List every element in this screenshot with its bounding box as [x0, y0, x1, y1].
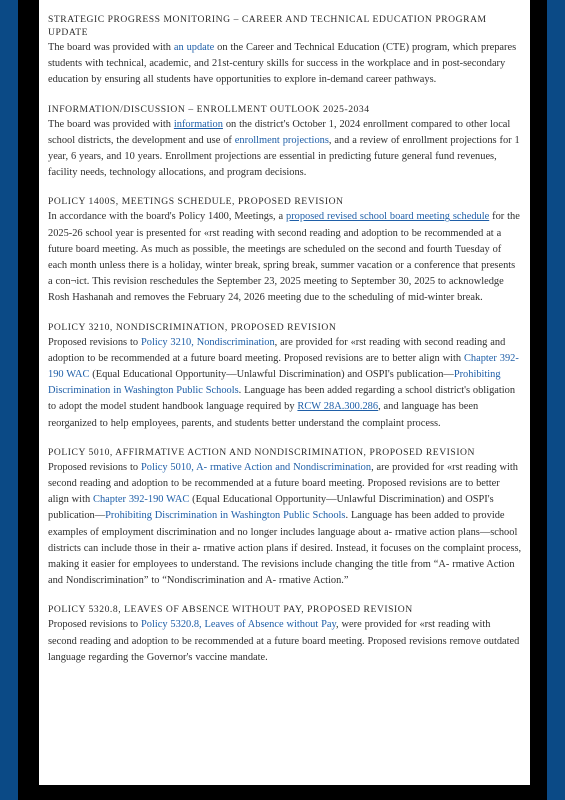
- document-link[interactable]: Policy 5320.8, Leaves of Absence without Pay: [140, 619, 337, 631]
- body-text: (Equal Educational Opportunity—Unlawful Discrimination) and OSPI's publication—: [89, 369, 454, 381]
- body-text: , are provided for «rst reading with second reading and adoption to be recommended at a future board meeting. Proposed revisions are to better align with: [48, 461, 518, 506]
- body-text: Proposed revisions to: [48, 619, 141, 631]
- document-link[interactable]: Policy 3210, Nondiscrimination: [140, 336, 275, 348]
- section-body: [48, 117, 522, 182]
- body-text: on the district's October 1, 2024 enrollment compared to other local school districts, the development and use of: [48, 118, 511, 146]
- body-text: , and a review of enrollment projections for 1 year, 6 years, and 10 years. Enrollment projections are essential in predicting future general fund revenues, facility needs, technology allocations, and program decisions.: [48, 134, 520, 179]
- section-body: [48, 460, 522, 590]
- section-heading: POLICY 3210, NONDISCRIMINATION, PROPOSED REVISION: [48, 321, 337, 333]
- body-text: , are provided for «rst reading with second reading and adoption to be recommended at a future board meeting. Proposed revisions are to better align with: [48, 336, 506, 364]
- section-heading: INFORMATION/DISCUSSION – ENROLLMENT OUTLOOK 2025-2034: [48, 103, 370, 115]
- document-link[interactable]: information: [173, 118, 223, 130]
- agenda-section: [48, 195, 522, 306]
- body-text: Proposed revisions to: [48, 461, 141, 473]
- section-heading: POLICY 1400S, MEETINGS SCHEDULE, PROPOSED REVISION: [48, 196, 344, 208]
- body-text: on the Career and Technical Education (CTE) program, which prepares students with technical, academic, and 21st-century skills for success in the workplace and in post-secondary education by ensuring all students have opportunities to explore in-demand career pathways.: [48, 42, 517, 86]
- agenda-section: [48, 321, 522, 432]
- body-text: Proposed revisions to: [48, 336, 141, 348]
- document-link[interactable]: Chapter 392-190 WAC: [48, 352, 519, 381]
- agenda-section: [48, 103, 522, 182]
- body-text: for the 2025-26 school year is presented for «rst reading with second reading and adoption to be recommended at a future board meeting. As much as possible, the meetings are scheduled on the second and fourth Tuesday of each month unless there is a holiday, winter break, spring break, summer vacation or a conference that presents a con¬ict. This revision reschedules the September 23, 2025 meeting to September 30, 2025 to acknowledge Rosh Hashanah and removes the February 24, 2026 meeting due to the scheduling of mid-winter break.: [48, 211, 520, 304]
- body-text: The board was provided with: [48, 42, 174, 53]
- section-body: [48, 335, 522, 432]
- body-text: . Language has been added regarding a school district's obligation to adopt the model student handbook language required by: [48, 385, 516, 413]
- document-link[interactable]: proposed revised school board meeting schedule: [286, 211, 490, 223]
- document-link[interactable]: RCW 28A.300.286: [297, 401, 379, 413]
- section-body: [48, 209, 522, 306]
- body-text: . Language has been added to provide examples of employment discrimination and no longer includes language about a- rmative action plans—school districts can include those in their a- rmative action plans if desired. Instead, it focuses on the complaint process, making it easier for employees to understand. The revisions include changing the title from “A- rmative Action and Nondiscrimination” to “Nondiscrimination and A- rmative Action.”: [48, 510, 522, 587]
- section-heading: POLICY 5010, AFFIRMATIVE ACTION AND NONDISCRIMINATION, PROPOSED REVISION: [48, 446, 476, 458]
- body-text: , were provided for «rst reading with second reading and adoption to be recommended at a future board meeting. Proposed revisions remove outdated language regarding the Governor's vaccine mandate.: [48, 619, 520, 663]
- section-heading: STRATEGIC PROGRESS MONITORING – CAREER AND TECHNICAL EDUCATION PROGRAM UPDATE: [48, 14, 487, 38]
- body-text: (Equal Educational Opportunity—Unlawful Discrimination) and OSPI's publication—: [48, 494, 494, 522]
- agenda-section: [48, 13, 522, 89]
- document-link[interactable]: Chapter 392-190 WAC: [93, 494, 190, 506]
- section-body: [48, 40, 522, 89]
- document-link[interactable]: Prohibiting Discrimination in Washington Public Schools: [105, 510, 346, 522]
- body-text: , and language has been reorganized to help employees, parents, and students better understand the complaint process.: [48, 401, 479, 429]
- document-page: [39, 0, 530, 785]
- section-heading: POLICY 5320.8, LEAVES OF ABSENCE WITHOUT PAY, PROPOSED REVISION: [48, 604, 413, 616]
- body-text: The board was provided with: [48, 118, 174, 130]
- agenda-section: [48, 603, 522, 666]
- section-body: [48, 617, 522, 666]
- agenda-section: [48, 446, 522, 590]
- body-text: In accordance with the board's Policy 1400, Meetings, a: [48, 211, 287, 223]
- document-link[interactable]: enrollment projections: [234, 134, 329, 146]
- document-link[interactable]: Policy 5010, A- rmative Action and Nondiscrimination: [140, 461, 372, 473]
- document-link[interactable]: Prohibiting Discrimination in Washington Public Schools: [48, 369, 501, 397]
- document-link[interactable]: an update: [173, 42, 215, 53]
